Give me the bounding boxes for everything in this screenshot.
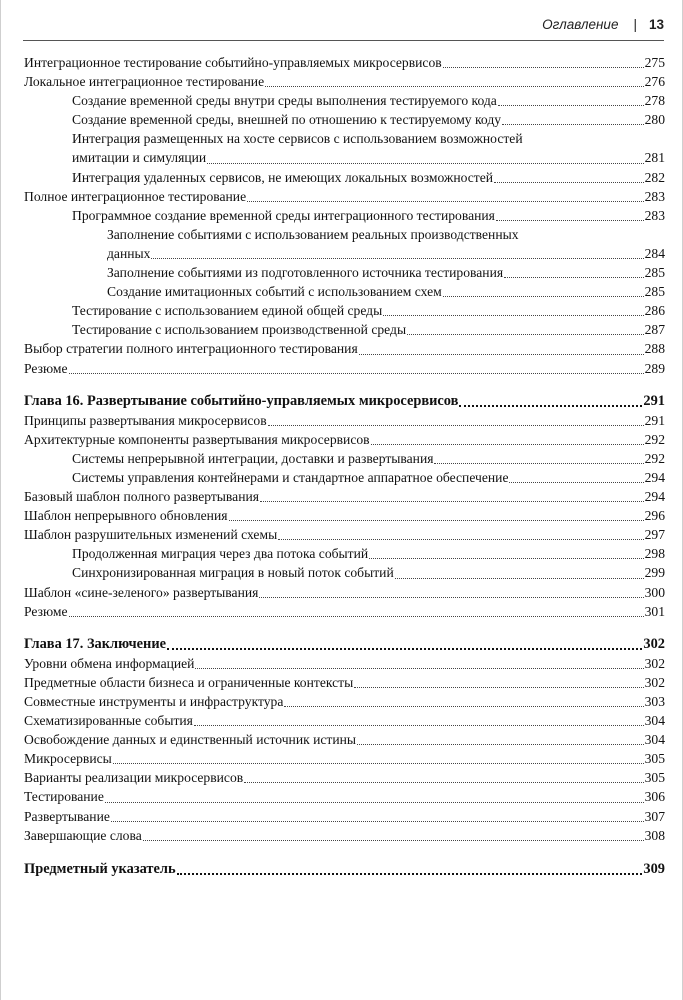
toc-entry-label: Программное создание временной среды интеграционного тестирования: [72, 207, 495, 223]
dot-leader: [369, 558, 643, 559]
toc-entry-label: Тестирование: [24, 789, 104, 805]
toc-entry-label: Интеграция удаленных сервисов, не имеющих локальных возможностей: [72, 169, 494, 185]
toc-entry-page: 294: [644, 489, 665, 505]
toc-entry[interactable]: [24, 749, 665, 768]
toc-entry-label: Резюме: [24, 603, 68, 619]
dot-leader: [268, 425, 644, 426]
toc-entry[interactable]: [24, 468, 665, 487]
toc-entry-page: 305: [644, 751, 665, 767]
dot-leader: [278, 539, 643, 540]
dot-leader: [443, 296, 644, 297]
running-header: [542, 17, 664, 32]
toc-entry-page: 301: [644, 603, 665, 619]
toc-entry[interactable]: [24, 301, 665, 320]
toc-entry-page: 300: [644, 584, 665, 600]
toc-entry-label: Заполнение событиями из подготовленного источника тестирования: [107, 265, 504, 281]
toc-entry-label: Микросервисы: [24, 751, 112, 767]
toc-entry[interactable]: [24, 583, 665, 602]
dot-leader: [69, 616, 644, 617]
dot-leader: [195, 668, 643, 669]
dot-leader: [509, 482, 643, 483]
toc-entry-page: 285: [644, 265, 665, 281]
toc-entry[interactable]: [24, 807, 665, 826]
header-separator: |: [633, 17, 637, 32]
toc-entry-label: Принципы развертывания микросервисов: [24, 412, 267, 428]
toc-entry-label: Шаблон разрушительных изменений схемы: [24, 527, 278, 543]
toc-entry-page: 297: [644, 527, 665, 543]
dot-leader: [69, 373, 644, 374]
dot-leader: [502, 124, 644, 125]
table-of-contents: [24, 53, 665, 879]
dot-leader: [259, 597, 643, 598]
toc-entry-label: Системы управления контейнерами и стандартное аппаратное обеспечение: [72, 469, 509, 485]
toc-entry[interactable]: [24, 359, 665, 378]
toc-entry-page: 305: [644, 770, 665, 786]
dot-leader: [111, 821, 644, 822]
toc-entry-page: 287: [644, 322, 665, 338]
toc-entry-label: Глава 17. Заключение: [24, 635, 167, 652]
dot-leader: [167, 648, 642, 650]
toc-entry[interactable]: [24, 244, 665, 263]
toc-entry-page: 283: [644, 207, 665, 223]
toc-entry-page: 285: [644, 284, 665, 300]
dot-leader: [143, 840, 644, 841]
toc-entry-page: 283: [644, 188, 665, 204]
toc-entry-label: Схематизированные события: [24, 713, 193, 729]
dot-leader: [496, 220, 644, 221]
dot-leader: [354, 687, 643, 688]
toc-entry[interactable]: [24, 506, 665, 525]
header-title: Оглавление: [542, 17, 619, 32]
toc-entry-label: Варианты реализации микросервисов: [24, 770, 244, 786]
toc-entry-label: Резюме: [24, 360, 68, 376]
toc-entry-page: 302: [644, 655, 665, 671]
toc-entry[interactable]: [24, 91, 665, 110]
toc-entry-page: 309: [643, 860, 665, 877]
toc-entry[interactable]: [24, 711, 665, 730]
dot-leader: [229, 520, 644, 521]
toc-entry-page: 291: [644, 412, 665, 428]
toc-entry[interactable]: [24, 487, 665, 506]
toc-chapter-heading[interactable]: [24, 635, 665, 654]
dot-leader: [244, 782, 643, 783]
dot-leader: [459, 405, 642, 407]
toc-entry[interactable]: [24, 787, 665, 806]
toc-entry-label: Тестирование с использованием производственной среды: [72, 322, 407, 338]
toc-entry-label: Интеграционное тестирование событийно-управляемых микросервисов: [24, 55, 442, 70]
toc-entry-label: Освобождение данных и единственный источник истины: [24, 732, 357, 748]
toc-entry-label: Выбор стратегии полного интеграционного тестирования: [24, 341, 358, 357]
toc-entry-page: 284: [644, 245, 665, 261]
toc-entry-label: Полное интеграционное тестирование: [24, 188, 247, 204]
toc-entry[interactable]: [24, 168, 665, 187]
toc-entry-page: 299: [644, 565, 665, 581]
toc-entry-page: 303: [644, 694, 665, 709]
toc-entry-label: Завершающие слова: [24, 827, 142, 843]
toc-entry-label: Развертывание: [24, 808, 110, 824]
toc-entry-label: Уровни обмена информацией: [24, 655, 195, 671]
toc-index-heading[interactable]: [24, 860, 665, 879]
toc-entry-wrapped-line: Интеграция размещенных на хосте сервисов с использованием возможностей: [72, 131, 523, 147]
toc-entry[interactable]: [24, 563, 665, 582]
toc-entry-page: 302: [644, 674, 665, 690]
toc-entry-page: 308: [644, 827, 665, 843]
toc-entry-label: Создание временной среды внутри среды выполнения тестируемого кода: [72, 93, 497, 109]
toc-entry-label: Создание временной среды, внешней по отношению к тестируемому коду: [72, 112, 502, 128]
dot-leader: [498, 105, 644, 106]
toc-entry[interactable]: [24, 430, 665, 449]
toc-entry[interactable]: [24, 544, 665, 563]
toc-entry[interactable]: [24, 826, 665, 845]
toc-entry[interactable]: [24, 320, 665, 339]
toc-entry-page: 276: [644, 74, 665, 90]
toc-entry-page: 304: [644, 713, 665, 729]
toc-entry[interactable]: [24, 449, 665, 468]
dot-leader: [194, 725, 644, 726]
header-page-number: 13: [648, 17, 664, 32]
toc-entry[interactable]: [24, 692, 665, 711]
toc-entry-page: 292: [644, 450, 665, 466]
dot-leader: [359, 354, 644, 355]
toc-entry[interactable]: [24, 187, 665, 206]
toc-entry[interactable]: [24, 730, 665, 749]
dot-leader: [207, 163, 643, 164]
dot-leader: [443, 67, 644, 68]
toc-entry-label: Тестирование с использованием единой общей среды: [72, 303, 383, 319]
toc-entry-page: 282: [644, 169, 665, 185]
toc-entry-page: 278: [644, 93, 665, 109]
toc-entry[interactable]: [24, 768, 665, 787]
toc-entry-label: Продолженная миграция через два потока событий: [72, 546, 369, 562]
toc-entry-label: Совместные инструменты и инфраструктура: [24, 694, 284, 709]
toc-entry-page: 292: [644, 431, 665, 447]
dot-leader: [151, 258, 643, 259]
toc-entry-page: 294: [644, 469, 665, 485]
toc-entry[interactable]: [24, 206, 665, 225]
dot-leader: [284, 706, 643, 707]
toc-entry-page: 288: [644, 341, 665, 357]
toc-entry-page: 302: [643, 635, 665, 652]
dot-leader: [407, 334, 644, 335]
dot-leader: [105, 802, 644, 803]
toc-entry-page: 307: [644, 808, 665, 824]
toc-entry-label: Архитектурные компоненты развертывания микросервисов: [24, 431, 370, 447]
toc-entry-label: Системы непрерывной интеграции, доставки и развертывания: [72, 450, 434, 466]
toc-entry-label: Создание имитационных событий с использованием схем: [107, 284, 442, 300]
toc-entry-wrapped-line: Заполнение событиями с использованием реальных производственных: [107, 226, 519, 242]
dot-leader: [383, 315, 643, 316]
toc-entry-page: 296: [644, 508, 665, 524]
toc-chapter-heading[interactable]: [24, 392, 665, 411]
toc-entry-label: Глава 16. Развертывание событийно-управляемых микросервисов: [24, 392, 459, 409]
toc-entry-page: 286: [644, 303, 665, 319]
dot-leader: [371, 444, 644, 445]
section-gap: [24, 621, 665, 635]
toc-entry-page: 275: [644, 55, 665, 70]
toc-entry[interactable]: [24, 654, 665, 673]
toc-entry-label: Шаблон «сине-зеленого» развертывания: [24, 584, 259, 600]
toc-entry-label: Базовый шаблон полного развертывания: [24, 489, 260, 505]
section-gap: [24, 378, 665, 392]
toc-entry[interactable]: [24, 110, 665, 129]
toc-entry-label: Предметный указатель: [24, 860, 176, 877]
toc-entry-page: 298: [644, 546, 665, 562]
toc-entry-label: Локальное интеграционное тестирование: [24, 74, 265, 90]
dot-leader: [494, 182, 644, 183]
toc-entry-page: 281: [644, 150, 665, 166]
toc-entry[interactable]: [24, 673, 665, 692]
toc-entry[interactable]: [24, 148, 665, 167]
toc-entry[interactable]: [24, 411, 665, 430]
toc-entry-label: Синхронизированная миграция в новый поток событий: [72, 565, 394, 581]
toc-entry-page: 304: [644, 732, 665, 748]
section-gap: [24, 845, 665, 860]
dot-leader: [177, 873, 643, 875]
toc-entry-page: 291: [643, 392, 665, 409]
dot-leader: [395, 578, 644, 579]
toc-entry[interactable]: [24, 263, 665, 282]
dot-leader: [247, 201, 643, 202]
toc-entry[interactable]: [24, 525, 665, 544]
toc-entry[interactable]: [24, 53, 665, 72]
toc-entry-label: данных: [107, 245, 151, 261]
dot-leader: [357, 744, 644, 745]
dot-leader: [504, 277, 644, 278]
dot-leader: [265, 86, 643, 87]
toc-entry-page: 306: [644, 789, 665, 805]
dot-leader: [113, 763, 644, 764]
toc-entry-label: Шаблон непрерывного обновления: [24, 508, 228, 524]
toc-entry[interactable]: [24, 282, 665, 301]
toc-entry[interactable]: [24, 72, 665, 91]
toc-entry-page: 280: [644, 112, 665, 128]
toc-entry[interactable]: [24, 602, 665, 621]
toc-entry[interactable]: [24, 339, 665, 358]
toc-entry-page: 289: [644, 360, 665, 376]
header-rule: [23, 40, 664, 41]
dot-leader: [434, 463, 643, 464]
dot-leader: [260, 501, 644, 502]
toc-entry-label: имитации и симуляции: [72, 150, 207, 166]
toc-entry-label: Предметные области бизнеса и ограниченные контексты: [24, 674, 354, 690]
